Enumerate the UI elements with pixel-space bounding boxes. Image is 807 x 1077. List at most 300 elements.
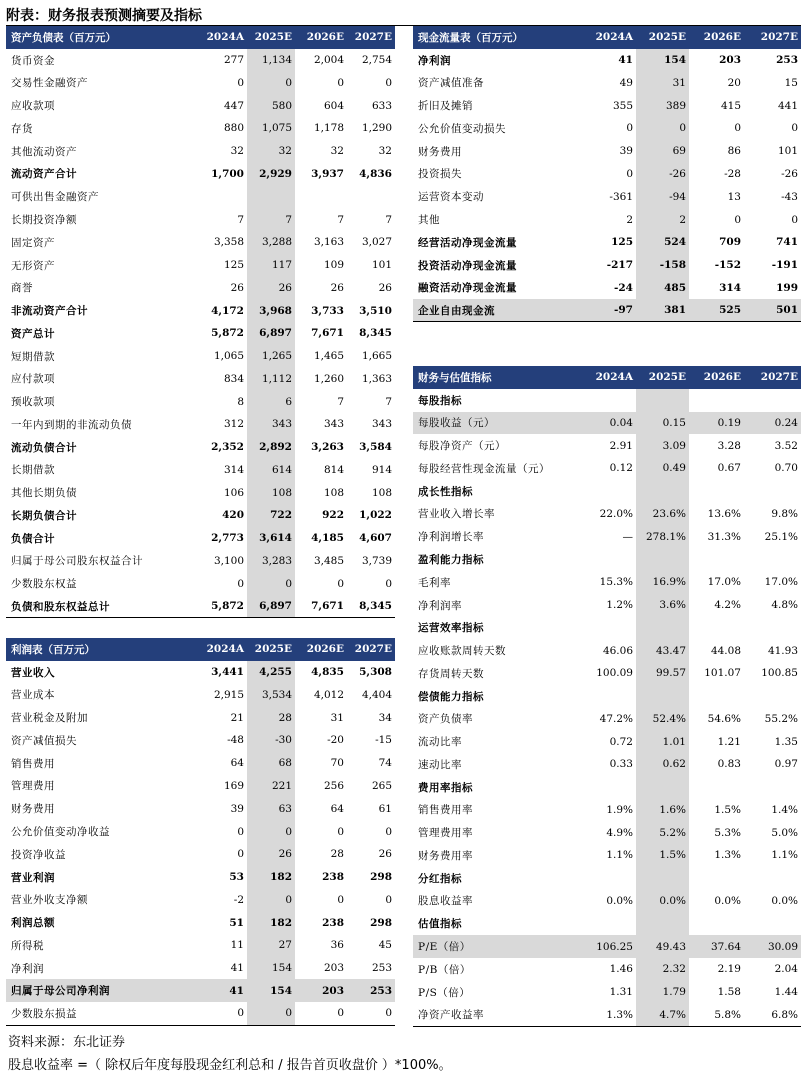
cell-2025E: 580	[247, 94, 295, 117]
row-label: P/B（倍）	[418, 963, 471, 976]
cell-2026E: 17.0%	[707, 576, 741, 589]
row-label: 净利润增长率	[418, 531, 484, 544]
cell-2025E	[636, 867, 689, 890]
cell-2026E	[295, 185, 347, 208]
cell-2026E: 64	[330, 802, 344, 815]
cell-2027E: 0	[385, 76, 392, 89]
row-label: 营业税金及附加	[11, 712, 88, 725]
cell-2024A: 47.2%	[599, 712, 633, 725]
cell-2024A: 2,773	[211, 532, 244, 545]
table-row	[6, 481, 395, 504]
section-row	[413, 616, 801, 639]
cell-2025E: 43.47	[636, 639, 689, 662]
cell-2024A: 2,352	[211, 441, 244, 454]
cell-2027E: 0.24	[744, 412, 801, 435]
cell-2025E: 4.7%	[636, 1003, 689, 1026]
cell-2026E: 203	[323, 962, 344, 975]
cell-2027E: 253	[371, 962, 392, 975]
table-row	[6, 254, 395, 277]
row-label: 营业外收支净额	[11, 894, 88, 907]
cell-2027E: 0	[385, 893, 392, 906]
cell-2026E: 314	[719, 281, 741, 294]
cell-2024A: 312	[223, 418, 244, 431]
year-header: 2025E	[636, 26, 689, 49]
table-row	[6, 820, 395, 843]
cell-2025E: 3,614	[247, 527, 295, 550]
row-label: 折旧及摊销	[418, 100, 473, 113]
table-row	[6, 934, 395, 957]
row-label: 销售费用	[11, 757, 55, 770]
section-row	[413, 776, 801, 799]
table-row	[413, 958, 801, 981]
row-label: 净资产收益率	[413, 1003, 581, 1026]
cell-2025E: 381	[636, 299, 689, 322]
cell-2024A: -2	[233, 893, 244, 906]
row-label: 资产减值准备	[418, 77, 484, 90]
cell-2025E: 1,265	[247, 345, 295, 368]
cell-2024A: 106.25	[581, 935, 636, 958]
cell-2025E: -30	[247, 729, 295, 752]
cell-2026E: 3,485	[313, 554, 344, 567]
cell-2027E: 0	[791, 122, 798, 135]
cell-2024A: 0	[626, 167, 633, 180]
cell-2024A: 1.31	[609, 986, 633, 999]
cell-2025E: 16.9%	[636, 571, 689, 594]
table-row	[6, 706, 395, 729]
cell-2025E: 343	[247, 413, 295, 436]
cell-2027E: 3.52	[774, 439, 798, 452]
table-row	[413, 72, 801, 95]
cell-2027E: 30.09	[744, 935, 801, 958]
cell-2025E: 2,929	[247, 163, 295, 186]
cell-2024A: 0.12	[609, 462, 633, 475]
cell-2026E: 86	[727, 145, 741, 158]
cell-2025E: 23.6%	[636, 503, 689, 526]
section-row	[413, 867, 801, 890]
cell-2026E	[689, 867, 744, 890]
cell-2026E: 5.8%	[689, 1003, 744, 1026]
cell-2024A: 100.09	[596, 667, 633, 680]
cell-2027E: 26	[378, 848, 392, 861]
cell-2026E: 0	[337, 76, 344, 89]
row-label: 成长性指标	[418, 485, 473, 498]
cell-2026E: 4,835	[311, 666, 344, 679]
cell-2025E: 1,112	[247, 367, 295, 390]
cell-2024A: 11	[230, 939, 244, 952]
table-row	[6, 504, 395, 527]
cell-2027E: 441	[777, 99, 798, 112]
cell-2027E: 253	[776, 54, 798, 67]
cell-2026E: 814	[323, 463, 344, 476]
cell-2024A: 2.91	[609, 439, 633, 452]
cell-2026E: 1.3%	[714, 849, 741, 862]
cell-2027E: 34	[378, 711, 392, 724]
row-label: 估值指标	[418, 918, 462, 931]
cell-2024A: 8	[237, 395, 244, 408]
row-label: 投资活动净现金流量	[418, 259, 517, 272]
cell-2026E: 109	[323, 259, 344, 272]
cell-2026E: 415	[720, 99, 741, 112]
table-row	[413, 434, 801, 457]
cell-2027E: 0.97	[774, 758, 798, 771]
row-label: 营业利润	[11, 871, 55, 884]
cell-2027E: 298	[370, 916, 392, 929]
cell-2026E: 31	[330, 711, 344, 724]
table-row	[413, 49, 801, 72]
cell-2025E: 0.0%	[636, 890, 689, 913]
cell-2024A: 3,441	[211, 666, 244, 679]
table-row	[413, 821, 801, 844]
cell-2027E: 4,607	[359, 532, 392, 545]
cell-2025E: 1.6%	[636, 799, 689, 822]
table-row	[413, 503, 801, 526]
row-label: 公允价值变动损失	[418, 122, 506, 135]
row-label: 每股经营性现金流量（元）	[418, 462, 550, 475]
cell-2026E: 4.2%	[714, 599, 741, 612]
cell-2027E: 74	[378, 757, 392, 770]
cell-2026E: 203	[295, 979, 347, 1002]
cell-2024A: 0.04	[581, 412, 636, 435]
row-label: 短期借款	[11, 350, 55, 363]
cell-2026E: 108	[323, 486, 344, 499]
cell-2027E: 55.2%	[764, 712, 798, 725]
cell-2026E: 525	[689, 299, 744, 322]
cell-2026E: 203	[719, 54, 741, 67]
table-header-row	[6, 26, 395, 49]
cell-2027E: 265	[371, 779, 392, 792]
cell-2025E: 3,534	[247, 684, 295, 707]
cell-2025E: 26	[247, 276, 295, 299]
row-label: 每股指标	[418, 394, 462, 407]
cell-2025E: 0	[247, 820, 295, 843]
cell-2024A	[581, 548, 636, 571]
table-row	[413, 163, 801, 186]
cell-2027E: 101	[371, 259, 392, 272]
cell-2024A: 1,700	[211, 167, 244, 180]
cell-2024A: 41	[618, 54, 633, 67]
table-title: 利润表（百万元）	[6, 638, 195, 661]
cell-2027E: -26	[781, 167, 798, 180]
table-row	[413, 299, 801, 322]
cell-2024A: 1.1%	[606, 849, 633, 862]
cell-2025E: 31	[636, 72, 689, 95]
table-row	[6, 979, 395, 1002]
row-label: 固定资产	[11, 236, 55, 249]
cell-2024A	[581, 912, 636, 935]
cell-2026E: 3,733	[311, 304, 344, 317]
cell-2027E: 1.35	[774, 735, 798, 748]
cell-2024A: 1,065	[213, 350, 244, 363]
table-header-row	[413, 26, 801, 49]
table-row	[6, 866, 395, 889]
cell-2025E: 49.43	[636, 935, 689, 958]
cell-2026E	[689, 389, 744, 412]
cell-2025E	[636, 389, 689, 412]
cell-2024A: 1.3%	[581, 1003, 636, 1026]
table-row	[413, 231, 801, 254]
cell-2024A: 106	[223, 486, 244, 499]
cell-2026E	[689, 616, 744, 639]
cell-2026E: 922	[322, 509, 344, 522]
cell-2024A: 3,358	[213, 236, 244, 249]
table-row	[413, 730, 801, 753]
section-row	[413, 912, 801, 935]
cell-2027E: 0	[347, 1002, 395, 1025]
cell-2027E: 298	[370, 871, 392, 884]
cell-2027E: 6.8%	[744, 1003, 801, 1026]
cell-2025E: 2.32	[636, 958, 689, 981]
cell-2025E: 1,075	[247, 117, 295, 140]
cell-2027E: 633	[371, 99, 392, 112]
cell-2027E	[744, 389, 801, 412]
cell-2027E: 2.04	[774, 963, 798, 976]
cell-2024A: 880	[223, 122, 244, 135]
cell-2027E: 1.44	[774, 986, 798, 999]
dividend-yield-footnote: 股息收益率 =（ 除权后年度每股现金红利总和 / 报告首页收盘价 ）*100%。	[8, 1058, 452, 1073]
cell-2026E: 0.19	[689, 412, 744, 435]
cell-2025E: 7	[247, 208, 295, 231]
cell-2024A: 0.72	[609, 735, 633, 748]
row-label: 归属于母公司股东权益合计	[11, 555, 143, 568]
cell-2027E: 3,739	[361, 554, 392, 567]
cell-2025E	[636, 912, 689, 935]
table-row	[6, 208, 395, 231]
cell-2024A: 0.33	[609, 758, 633, 771]
table-row	[6, 413, 395, 436]
cell-2026E: 256	[323, 779, 344, 792]
cell-2027E: 253	[347, 979, 395, 1002]
row-label: 交易性金融资产	[11, 77, 88, 90]
cell-2026E: 0	[295, 1002, 347, 1025]
balance-sheet-table	[6, 26, 395, 618]
cell-2025E: 1.79	[636, 981, 689, 1004]
cell-2025E: 6	[247, 390, 295, 413]
cell-2027E: 0	[791, 213, 798, 226]
cell-2024A: 0	[237, 577, 244, 590]
cell-2025E: 154	[247, 979, 295, 1002]
cell-2024A: 0	[237, 825, 244, 838]
row-label: 负债和股东权益总计	[6, 595, 195, 618]
table-row	[413, 890, 801, 913]
cell-2026E: 4,185	[311, 532, 344, 545]
cell-2024A	[195, 185, 247, 208]
row-label: 商誉	[11, 282, 33, 295]
cell-2027E: 3,584	[359, 441, 392, 454]
table-row	[6, 595, 395, 618]
cell-2027E	[744, 912, 801, 935]
row-label: 财务费用	[11, 803, 55, 816]
cell-2024A: 2	[626, 213, 633, 226]
cell-2025E: 3.09	[636, 434, 689, 457]
cell-2026E: 7	[337, 395, 344, 408]
source-note: 资料来源：东北证券	[8, 1035, 126, 1050]
cell-2024A: 41	[230, 962, 244, 975]
cell-2026E: 28	[330, 848, 344, 861]
section-row	[413, 685, 801, 708]
table-row	[413, 140, 801, 163]
row-label: 少数股东权益	[11, 578, 77, 591]
cell-2025E: 154	[247, 957, 295, 980]
row-label: 长期负债合计	[11, 509, 77, 522]
cell-2025E: -26	[636, 163, 689, 186]
cell-2024A: 0	[626, 122, 633, 135]
cell-2026E: 0	[337, 825, 344, 838]
year-header: 2027E	[347, 26, 395, 49]
cell-2024A: 1.46	[609, 963, 633, 976]
cell-2026E: 0	[337, 577, 344, 590]
cell-2026E: 101.07	[704, 667, 741, 680]
cell-2024A: -48	[227, 734, 244, 747]
cell-2024A: 26	[230, 281, 244, 294]
cell-2024A: 5,872	[211, 327, 244, 340]
row-label: 费用率指标	[418, 781, 473, 794]
row-label: 流动比率	[418, 736, 462, 749]
year-header: 2026E	[689, 26, 744, 49]
cell-2027E: 9.8%	[771, 507, 798, 520]
year-header: 2024A	[195, 638, 247, 661]
year-header: 2026E	[295, 26, 347, 49]
cell-2025E: 117	[247, 254, 295, 277]
cell-2026E: 54.6%	[707, 712, 741, 725]
cell-2024A: 21	[230, 711, 244, 724]
cell-2025E: 154	[636, 49, 689, 72]
cell-2025E: 3,968	[247, 299, 295, 322]
cell-2026E: -152	[714, 259, 741, 272]
cell-2027E: 108	[371, 486, 392, 499]
cell-2025E: 3.6%	[636, 594, 689, 617]
cell-2026E	[689, 548, 744, 571]
cell-2027E: 0	[385, 577, 392, 590]
cell-2026E	[689, 685, 744, 708]
cell-2026E: 36	[330, 939, 344, 952]
cell-2025E: 0	[247, 572, 295, 595]
cell-2027E: 3,510	[359, 304, 392, 317]
cell-2025E: 28	[247, 706, 295, 729]
cell-2024A: 46.06	[602, 644, 633, 657]
cell-2026E: 3,163	[313, 236, 344, 249]
cell-2025E: 2	[636, 208, 689, 231]
cell-2027E: 501	[744, 299, 801, 322]
table-row	[6, 117, 395, 140]
cell-2025E: -94	[636, 185, 689, 208]
cell-2024A: 277	[223, 54, 244, 67]
table-row	[413, 981, 801, 1004]
cell-2024A: -97	[581, 299, 636, 322]
cell-2027E: 741	[776, 236, 798, 249]
cell-2026E: 238	[322, 871, 344, 884]
table-row	[413, 1003, 801, 1026]
table-row	[6, 390, 395, 413]
row-label: 投资净收益	[11, 848, 66, 861]
cell-2025E: 108	[247, 481, 295, 504]
year-header: 2025E	[247, 26, 295, 49]
cell-2024A: 420	[222, 509, 244, 522]
row-label: 一年内到期的非流动负债	[11, 418, 132, 431]
cell-2024A: 7	[237, 213, 244, 226]
cell-2024A: 355	[612, 99, 633, 112]
cell-2024A	[581, 867, 636, 890]
cell-2024A: 39	[619, 145, 633, 158]
row-label: 资产负债率	[418, 713, 473, 726]
cell-2026E: -20	[327, 734, 344, 747]
cell-2027E: 15	[784, 76, 798, 89]
row-label: 货币资金	[11, 54, 55, 67]
table-row	[6, 436, 395, 459]
cell-2025E: 3,283	[247, 550, 295, 573]
row-label: 管理费用率	[418, 827, 473, 840]
cell-2027E: 7	[385, 213, 392, 226]
row-label: 归属于母公司净利润	[6, 979, 195, 1002]
table-row	[6, 1002, 395, 1025]
table-row	[413, 662, 801, 685]
cell-2024A: —	[622, 530, 633, 543]
cell-2026E: 3,263	[311, 441, 344, 454]
table-row	[6, 299, 395, 322]
cell-2027E: 26	[378, 281, 392, 294]
cell-2026E: 5.3%	[714, 826, 741, 839]
row-label: 负债合计	[11, 532, 55, 545]
cell-2027E: 4,404	[361, 688, 392, 701]
cell-2025E	[636, 616, 689, 639]
cell-2025E: 722	[247, 504, 295, 527]
cell-2026E: 0.67	[717, 462, 741, 475]
cell-2027E	[744, 867, 801, 890]
cell-2025E: 27	[247, 934, 295, 957]
row-label: 公允价值变动净收益	[11, 826, 110, 838]
cell-2027E	[744, 480, 801, 503]
cell-2026E	[689, 480, 744, 503]
cell-2027E	[744, 616, 801, 639]
cell-2027E: 8,345	[359, 327, 392, 340]
year-header: 2025E	[247, 638, 295, 661]
cell-2027E	[744, 685, 801, 708]
cell-2025E: 69	[636, 140, 689, 163]
cell-2025E	[636, 776, 689, 799]
cell-2027E: 199	[776, 281, 798, 294]
table-row	[413, 753, 801, 776]
table-row	[6, 163, 395, 186]
year-header: 2027E	[744, 26, 801, 49]
table-title: 财务与估值指标	[413, 366, 581, 389]
cell-2026E: 20	[727, 76, 741, 89]
row-label: 其他长期负债	[11, 487, 77, 500]
cell-2024A: 4.9%	[606, 826, 633, 839]
table-row	[413, 799, 801, 822]
cell-2026E: 3.28	[717, 439, 741, 452]
cell-2026E: 32	[330, 145, 344, 158]
cell-2025E: 0	[247, 1002, 295, 1025]
cell-2026E: 26	[330, 281, 344, 294]
table-header-row	[6, 638, 395, 661]
cell-2025E: 524	[636, 231, 689, 254]
cell-2027E: 8,345	[347, 595, 395, 618]
table-row	[6, 797, 395, 820]
table-row	[413, 94, 801, 117]
cell-2027E: -15	[375, 734, 392, 747]
cell-2026E: 1.58	[717, 986, 741, 999]
table-title: 资产负债表（百万元）	[6, 26, 195, 49]
cell-2026E: 0	[734, 122, 741, 135]
row-label: 资产减值损失	[11, 734, 77, 747]
row-label: 运营效率指标	[418, 622, 484, 635]
cell-2027E: 1,665	[361, 350, 392, 363]
cell-2024A: 0	[237, 76, 244, 89]
table-row	[6, 661, 395, 684]
cell-2024A: 49	[619, 76, 633, 89]
cell-2024A: 0	[195, 1002, 247, 1025]
cell-2027E: 1,363	[361, 372, 392, 385]
cell-2027E: 0.0%	[771, 894, 798, 907]
